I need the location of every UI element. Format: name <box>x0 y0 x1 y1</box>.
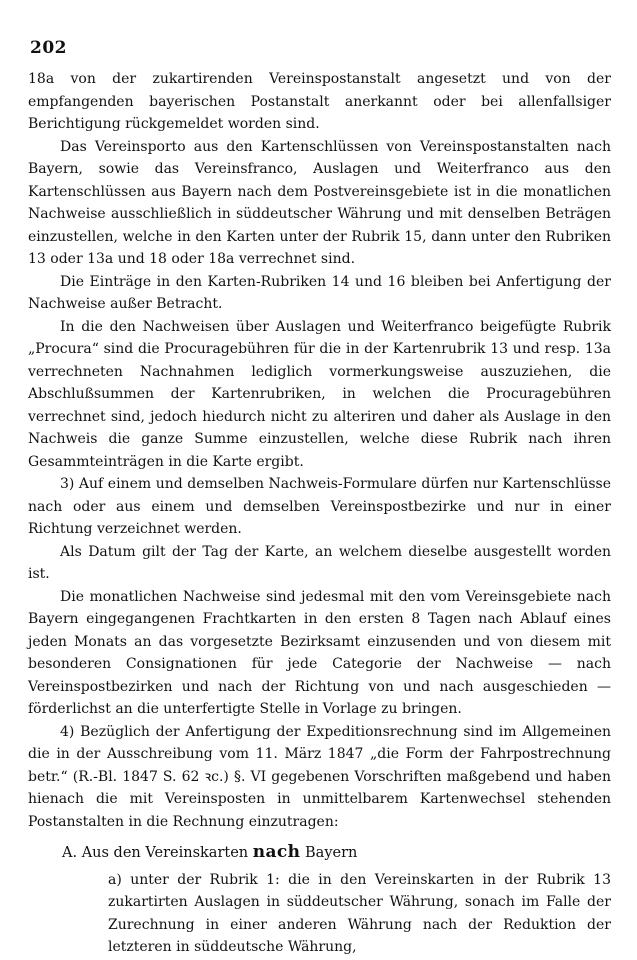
paragraph-vereinsporto: Das Vereinsporto aus den Kartenschlüssen von Vereinspostanstalten nach Bayern, sowie das Vereinsfranco, Auslagen und Weiterfranco aus den Kartenschlüssen aus Bayern nach dem Postvereinsgebiete ist in die monatlichen Nachweise ausschließlich in süddeutscher Währung und mit denselben Beträgen einzustellen, welche in den Karten unter der Rubrik 15, dann unter den Rubriken 13 oder 13a und 18 oder 18a verrechnet sind. <box>28 138 611 267</box>
paragraph-eintraege: Die Einträge in den Karten-Rubriken 14 und 16 bleiben bei Anfertigung der Nachweise außer Betracht. <box>28 273 611 312</box>
section-a-heading <box>62 841 611 865</box>
paragraph-procura: In die den Nachweisen über Auslagen und Weiterfranco beigefügte Rubrik „Procura“ sind die Procuragebühren für die in der Kartenrubrik 13 und resp. 13a verrechneten Nachnahmen lediglich vormerkungsweise auszuziehen, die Abschlußsummen der Kartenrubriken, in welchen die Procuragebühren verrechnet sind, jedoch hiedurch nicht zu alteriren und daher als Auslage in den Nachweis die ganze Summe einzustellen, welche diese Rubrik nach ihren Gesammteinträgen in die Karte ergibt. <box>28 318 611 470</box>
paragraph-continuation: 18a von der zukartirenden Vereinspostanstalt angesetzt und von der empfangenden bayerischen Postanstalt anerkannt oder bei allenfallsiger Berichtigung rückgemeldet worden sind. <box>28 71 611 132</box>
list-item-a: a) unter der Rubrik 1: die in den Vereinskarten in der Rubrik 13 zukartirten Auslagen in süddeutscher Währung, sonach im Falle der Zurechnung in einer anderen Währung nach der Reduktion der letzteren in süddeutsche Währung, <box>108 871 611 955</box>
paragraph-datum: Als Datum gilt der Tag der Karte, an welchem dieselbe ausgestellt worden ist. <box>28 543 611 582</box>
paragraph-monatliche-nachweise: Die monatlichen Nachweise sind jedesmal mit den vom Vereinsgebiete nach Bayern eingegangenen Frachtkarten in den ersten 8 Tagen nach Ablauf eines jeden Monats an das vorgesetzte Bezirksamt einzusenden und von diesem mit besonderen Consignationen für jede Categorie der Nachweise — nach Vereinspostbezirken und nach der Richtung von und nach ausgeschieden — förderlichst an die unterfertigte Stelle in Vorlage zu bringen. <box>28 588 611 717</box>
paragraph-section-4: 4) Bezüglich der Anfertigung der Expeditionsrechnung sind im Allgemeinen die in der Ausschreibung vom 11. März 1847 „die Form der Fahrpostrechnung betr.“ (R.-Bl. 1847 S. 62 ꝛc.) §. VI gegebenen Vorschriften maßgebend und haben hienach die mit Vereinsposten in unmittelbarem Kartenwechsel stehenden Postanstalten in die Rechnung einzutragen: <box>28 723 611 830</box>
section-a-prefix: A. Aus den Vereinskarten <box>62 845 249 861</box>
paragraph-section-3: 3) Auf einem und demselben Nachweis-Formulare dürfen nur Kartenschlüsse nach oder aus einem und demselben Vereinspostbezirke und nur in einer Richtung verzeichnet werden. <box>28 476 611 537</box>
page-number: 202 <box>30 38 67 58</box>
section-a-nach: nach <box>252 842 301 862</box>
section-a-suffix: Bayern <box>305 845 358 861</box>
